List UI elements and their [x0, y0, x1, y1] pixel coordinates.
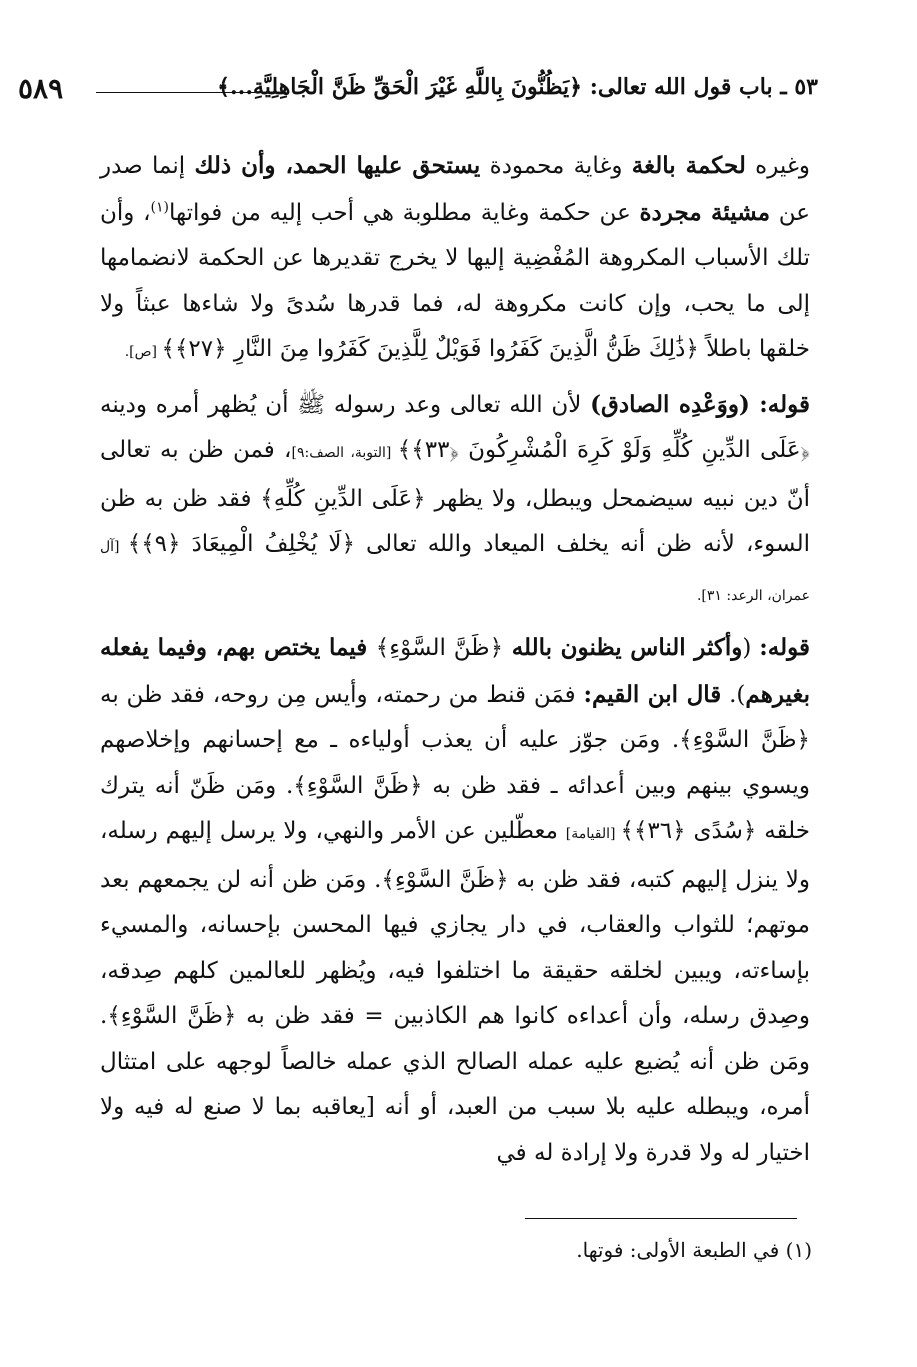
quran-quote: ﴿ظَنَّ السَّوْءِ﴾	[679, 727, 810, 753]
chapter-title: ٥٣ ـ باب قول الله تعالى: ﴿يَظُنُّونَ بِاللَّهِ غَيْرَ الْحَقِّ ظَنَّ الْجَاهِلِيَّةِ...﴾	[217, 74, 818, 100]
quran-quote: ﴿عَلَى الدِّينِ كُلِّهِ﴾	[260, 485, 426, 512]
text-run: وغيره	[745, 153, 810, 179]
text-run: معطّلين عن الأمر والنهي، ولا يرسل إليهم رسله، ولا ينزل إليهم كتبه، فقد ظن به	[100, 818, 810, 893]
verse-reference: [ص].	[124, 344, 162, 360]
bold-run: قوله:	[759, 634, 810, 661]
quran-quote: ﴿ذَٰلِكَ ظَنُّ الَّذِينَ كَفَرُوا فَوَيْلٌ لِلَّذِينَ كَفَرُوا مِنَ النَّارِ ﴿٢٧﴾﴾	[161, 336, 699, 362]
quran-quote: ﴿سُدًى ﴿٣٦﴾﴾	[620, 818, 757, 844]
bold-run: وأكثر الناس يظنون بالله	[503, 634, 743, 661]
text-run: . ومَن ظن أنه لن يجمعهم بعد موتهم؛ للثواب والعقاب، في دار يجازي فيها المحسن بإحسانه، والمسيء بإساءته، ويبين لخلقه حقيقة ما اختلفوا فيه، ويُظهر للعالمين كلهم صِدقه، وصِدق رسله، وأن أعداءه كانوا هم الكاذبين = فقد ظن به	[100, 866, 810, 1029]
running-header	[18, 68, 818, 108]
text-run: (	[742, 635, 760, 661]
quran-quote: ﴿عَلَى الدِّينِ كُلِّهِ وَلَوْ كَرِهَ الْمُشْرِكُونَ ﴿٣٣﴾﴾	[397, 437, 810, 463]
text-run: فمَن قنط من رحمته، وأيس مِن روحه، فقد ظن به	[100, 681, 584, 708]
text-run: فقد ظن به ظن السوء، لأنه ظن أنه يخلف الميعاد والله تعالى	[100, 485, 810, 557]
footnote-divider	[525, 1218, 797, 1219]
paragraph-1	[100, 143, 810, 376]
bold-run: لحكمة بالغة	[631, 152, 746, 179]
quran-quote: ﴿ظَنَّ السَّوْءِ﴾	[381, 866, 509, 893]
quran-quote: ﴿لَا يُخْلِفُ الْمِيعَادَ ﴿٩﴾﴾	[127, 531, 355, 557]
text-run: عن حكمة وغاية مطلوبة هي أحب إليه من فواتها	[168, 199, 640, 226]
bold-run: يستحق عليها الحمد، وأن ذلك	[194, 152, 481, 179]
page-number: ٥٨٩	[18, 72, 64, 105]
paragraph-2	[100, 382, 810, 620]
text-run: لأن الله تعالى وعد رسوله ﷺ أن يُظهر أمره ودينه	[100, 391, 591, 418]
text-run: . ومَن ظَنّ أنه يترك خلقه	[100, 772, 811, 844]
main-text	[100, 143, 810, 1182]
bold-run: (ووَعْدِه الصادق)	[590, 390, 760, 418]
bold-run: فيما يختص بهم، وفيما يفعله بغيرهم	[100, 634, 810, 708]
text-run: . ومَن جوّز عليه أن يعذب أولياءه ـ مع إحسانهم وإخلاصهم ويسوي بينهم وبين أعدائه ـ فقد ظن به	[100, 727, 810, 799]
footnote: (١) في الطبعة الأولى: فوتها.	[576, 1238, 812, 1262]
verse-reference: [القيامة]	[565, 826, 621, 842]
paragraph-3	[100, 625, 810, 1176]
text-run: ، فمن ظن به تعالى أنّ دين نبيه سيضمحل ويبطل، ولا يظهر	[100, 437, 811, 512]
header-rule	[96, 92, 286, 93]
footnote-marker[interactable]: (١)	[150, 198, 169, 215]
verse-reference: [آل عمران، الرعد: ٣١].	[100, 539, 810, 604]
text-run: ، وأن تلك الأسباب المكروهة المُفْضِية إليها لا يخرج تقديرها عن الحكمة لانضمامها إلى ما يحب، وإن كانت مكروهة له، فما قدرها سُدىً ولا شاءها عبثاً ولا خلقها باطلاً	[100, 199, 810, 362]
quran-quote: ﴿ظَنَّ السَّوْءِ﴾	[107, 1003, 237, 1029]
quran-quote: ﴿ظَنَّ السَّوْءِ﴾	[293, 772, 423, 799]
text-run: وغاية محمودة	[480, 153, 632, 179]
bold-run: مشيئة مجردة	[639, 198, 771, 226]
verse-reference: [التوبة، الصف:٩]	[291, 445, 398, 461]
text-run: إنما صدر عن	[100, 153, 810, 226]
text-run: ).	[721, 681, 746, 708]
quran-quote: ﴿ظَنَّ السَّوْءِ﴾	[375, 635, 504, 661]
bold-run: قوله:	[759, 390, 810, 418]
bold-run: قال ابن القيم:	[583, 680, 722, 708]
text-run: . ومَن ظن أنه يُضيع عليه عمله الصالح الذي عمله خالصاً لوجهه على امتثال أمره، ويبطله عليه بلا سبب من العبد، أو أنه [يعاقبه بما لا صنع له فيه ولا اختيار له ولا قدرة ولا إرادة له في	[100, 1003, 810, 1166]
